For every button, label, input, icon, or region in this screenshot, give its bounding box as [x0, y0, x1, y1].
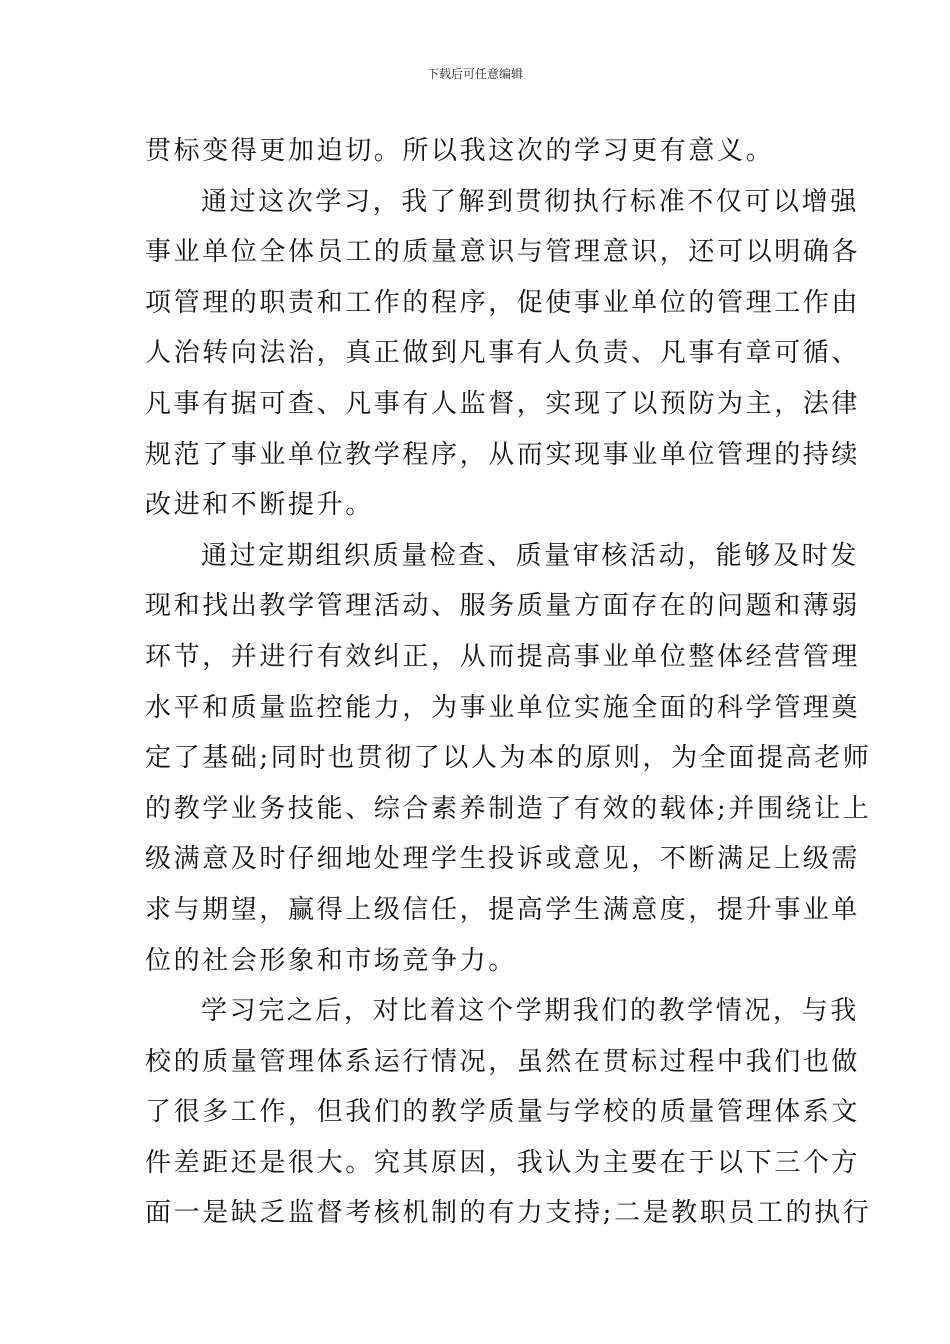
document-body [145, 126, 872, 1239]
paragraph-2-line-4: 人治转向法治，真正做到凡事有人负责、凡事有章可循、 [145, 338, 861, 369]
paragraph-3-line-7: 级满意及时仔细地处理学生投诉或意见，不断满足上级需 [145, 844, 861, 875]
paragraph-3-line-6: 的教学业务技能、综合素养制造了有效的载体;并围绕让上 [145, 793, 872, 824]
paragraph-4-line-1: 学习完之后，对比着这个学期我们的教学情况，与我 [201, 996, 859, 1027]
paragraph-2-line-6: 规范了事业单位教学程序，从而实现事业单位管理的持续 [145, 439, 861, 470]
paragraph-4-line-5: 面一是缺乏监督考核机制的有力支持;二是教职员工的执行 [145, 1198, 872, 1229]
paragraph-3-line-4: 水平和质量监控能力，为事业单位实施全面的科学管理奠 [145, 692, 861, 723]
paragraph-2-line-1: 通过这次学习，我了解到贯彻执行标准不仅可以增强 [201, 186, 859, 217]
paragraph-2-line-2: 事业单位全体员工的质量意识与管理意识，还可以明确各 [145, 237, 861, 268]
paragraph-3-line-8: 求与期望，赢得上级信任，提高学生满意度，提升事业单 [145, 894, 861, 925]
paragraph-1-line-1: 贯标变得更加迫切。所以我这次的学习更有意义。 [145, 136, 775, 166]
paragraph-4-line-2: 校的质量管理体系运行情况，虽然在贯标过程中我们也做 [145, 1046, 861, 1077]
paragraph-3-line-1: 通过定期组织质量检查、质量审核活动，能够及时发 [201, 540, 859, 571]
paragraph-3-line-9: 位的社会形象和市场竞争力。 [145, 945, 517, 976]
paragraph-3-line-3: 环节，并进行有效纠正，从而提高事业单位整体经营管理 [145, 641, 861, 672]
paragraph-3-line-5: 定了基础;同时也贯彻了以人为本的原则，为全面提高老师 [145, 743, 872, 774]
paragraph-2-line-3: 项管理的职责和工作的程序，促使事业单位的管理工作由 [145, 287, 861, 318]
paragraph-2-line-5: 凡事有据可查、凡事有人监督，实现了以预防为主，法律 [145, 388, 861, 419]
paragraph-4-line-3: 了很多工作，但我们的教学质量与学校的质量管理体系文 [145, 1097, 861, 1128]
paragraph-3-line-2: 现和找出教学管理活动、服务质量方面存在的问题和薄弱 [145, 591, 861, 622]
paragraph-2-line-7: 改进和不断提升。 [145, 490, 374, 521]
page-header: 下载后可任意编辑 [426, 67, 523, 81]
paragraph-4-line-4: 件差距还是很大。究其原因，我认为主要在于以下三个方 [145, 1147, 861, 1178]
